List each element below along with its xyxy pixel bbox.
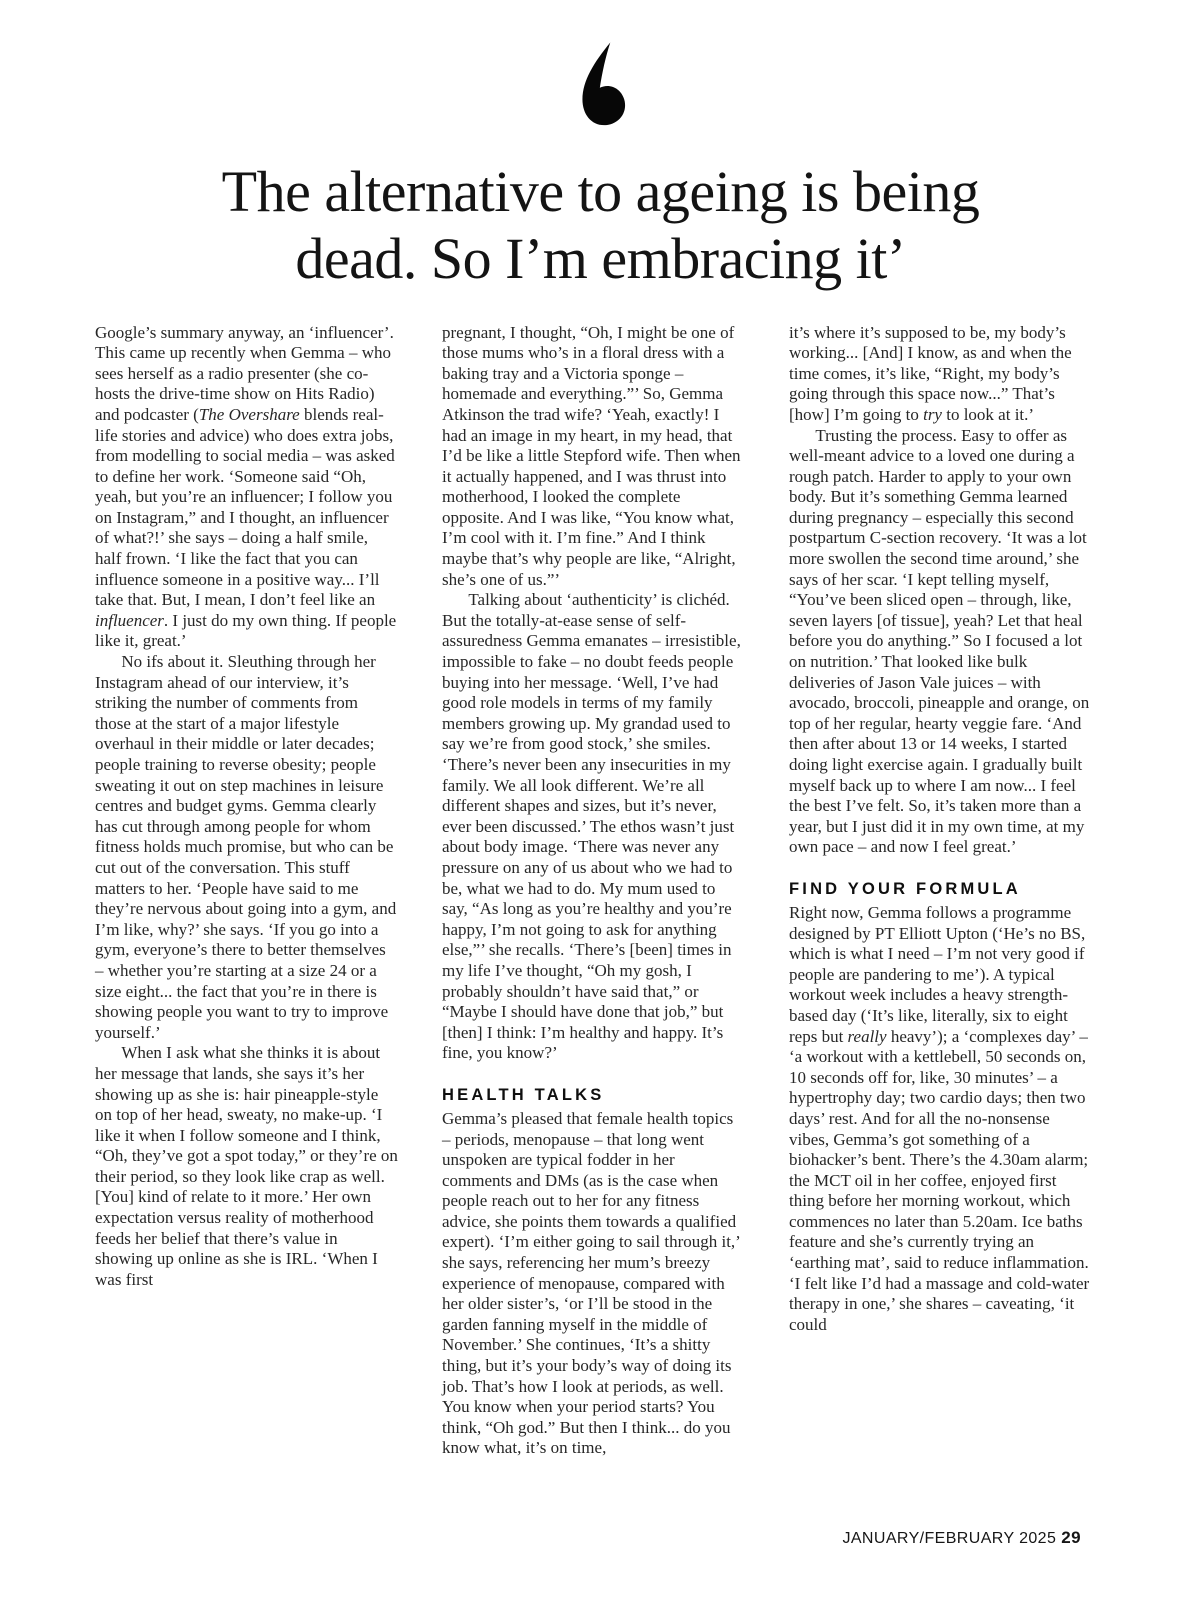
text-run: it’s where it’s supposed to be, my body’s working... [And] I know, as and when the time comes, it’s like, “Right, my body’s going through this space now...” That’s [how] I’m going to	[789, 322, 1072, 424]
text-run: pregnant, I thought, “Oh, I might be one of those mums who’s in a floral dress with a baking tray and a Victoria sponge – homemade and everything.”’ So, Gemma Atkinson the trad wife? ‘Yeah, exactly! I had an image in my heart, in my head, that I’d be like a little Stepford wife. Then when it actually happened, and I was thrust into motherhood, I looked the complete opposite. And I was like, “You know what, I’m cool with it. I’m fine.” And I think maybe that’s why people are like, “Alright, she’s one of us.”’	[442, 322, 741, 589]
body-paragraph	[442, 323, 745, 591]
body-paragraph	[95, 652, 398, 1043]
text-run: heavy’); a ‘complexes day’ – ‘a workout with a kettlebell, 50 seconds on, 10 seconds off for, like, 30 minutes’ – a hypertrophy day; two cardio days; then two days’ rest. And for all the no-nonsense vibes, Gemma’s got something of a biohacker’s bent. There’s the 4.30am alarm; the MCT oil in her coffee, enjoyed first thing before her morning workout, which commences no later than 5.20am. Ice baths feature and she’s currently trying an ‘earthing mat’, said to reduce inflammation. ‘I felt like I’d had a massage and cold-water therapy in one,’ she shares – caveating, ‘it could	[789, 1026, 1090, 1334]
text-run: . I just do my own thing. If people like it, great.’	[95, 610, 397, 651]
article-columns	[95, 323, 1093, 1459]
body-paragraph	[789, 323, 1092, 426]
footer-page-number: 29	[1061, 1528, 1081, 1547]
body-paragraph	[95, 1043, 398, 1290]
text-run: Right now, Gemma follows a programme designed by PT Elliott Upton (‘He’s no BS, which is what I need – I’m not very good if people are pandering to me’). A typical workout week includes a heavy strength-based day (‘It’s like, literally, six to eight reps but	[789, 902, 1086, 1046]
italic-text-run: try	[923, 404, 942, 424]
section-heading: FIND YOUR FORMULA	[789, 879, 1021, 898]
headline-line-2: dead. So I’m embracing it’	[295, 226, 906, 292]
section-heading: HEALTH TALKS	[442, 1085, 605, 1104]
text-run: blends real-life stories and advice) who does extra jobs, from modelling to social media – was asked to define her work. ‘Someone said “Oh, yeah, but you’re an influencer; I follow you on Instagram,” and I thought, an influencer of what?!’ she says – doing a half smile, half frown. ‘I like the fact that you can influence someone in a positive way... I’ll take that. But, I mean, I don’t feel like an	[95, 404, 395, 610]
text-run: Google’s summary anyway, an ‘influencer’. This came up recently when Gemma – who sees herself as a radio presenter (she co-hosts the drive-time show on Hits Radio) and podcaster (	[95, 322, 394, 424]
text-run: When I ask what she thinks it is about her message that lands, she says it’s her showing up as she is: hair pineapple-style on top of her head, sweaty, no make-up. ‘I like it when I follow someone and I think, “Oh, they’ve got a spot today,” or they’re on their period, so they look like crap as well. [You] kind of relate to it more.’ Her own expectation versus reality of motherhood feeds her belief that there’s value in showing up online as she is IRL. ‘When I was first	[95, 1043, 398, 1289]
headline-line-1: The alternative to ageing is being	[221, 159, 980, 224]
body-paragraph	[95, 323, 398, 653]
body-paragraph	[789, 426, 1092, 858]
body-paragraph	[442, 1109, 745, 1459]
body-paragraph	[442, 590, 745, 1064]
body-paragraph	[789, 903, 1092, 1335]
pull-quote-mark	[0, 0, 1201, 142]
text-run: No ifs about it. Sleuthing through her Instagram ahead of our interview, it’s striking the number of comments from those at the start of a major lifestyle overhaul in their middle or later decades; people training to reverse obesity; people sweating it out on step machines in leisure centres and budget gyms. Gemma clearly has cut through among people for whom fitness holds much promise, but who can be cut out of the conversation. This stuff matters to her. ‘People have said to me they’re nervous about going into a gym, and I’m like, why?’ she says. ‘If you go into a gym, everyone’s there to better themselves – whether you’re starting at a size 24 or a size eight... the fact that you’re in there is showing people you want to try to improve yourself.’	[95, 652, 397, 1042]
footer-issue-date: JANUARY/FEBRUARY 2025	[842, 1530, 1057, 1547]
italic-text-run: influencer	[95, 610, 164, 630]
text-run: Trusting the process. Easy to offer as well-meant advice to a loved one during a rough patch. Harder to apply to your own body. But it’s something Gemma learned during pregnancy – especially this second postpartum C-section recovery. ‘It was a lot more swollen the second time around,’ she says of her scar. ‘I kept telling myself, “You’ve been sliced open – through, like, seven layers [of tissue], yeah? Let that heal before you do anything.” So I focused a lot on nutrition.’ That looked like bulk deliveries of Jason Vale juices – with avocado, broccoli, pineapple and orange, on top of her regular, hearty veggie fare. ‘And then after about 13 or 14 weeks, I started doing light exercise again. I gradually built myself back up to where I am now... I feel the best I’ve felt. So, it’s taken more than a year, but I just did it in my own time, at my own pace – and now I feel great.’	[789, 425, 1090, 857]
italic-text-run: The Overshare	[198, 404, 300, 424]
text-run: to look at it.’	[941, 404, 1035, 424]
article-column-3	[789, 323, 1092, 1459]
text-run: Talking about ‘authenticity’ is clichéd. But the totally-at-ease sense of self-assuredness Gemma emanates – irresistible, impossible to fake – no doubt feeds people buying into her message. ‘Well, I’ve had good role models in terms of my family members growing up. My grandad used to say we’re from good stock,’ she smiles. ‘There’s never been any insecurities in my family. We all look different. We’re all different shapes and sizes, but it’s never, ever been discussed.’ The ethos wasn’t just about body image. ‘There was never any pressure on any of us about who we had to be, what we had to do. My mum used to say, “As long as you’re healthy and you’re happy, I’m not going to ask for anything else,”’ she recalls. ‘There’s [been] times in my life I’ve thought, “Oh my gosh, I probably shouldn’t have said that,” or “Maybe I should have done that job,” but [then] I think: I’m healthy and happy. It’s fine, you know?’	[442, 590, 741, 1063]
text-run: Gemma’s pleased that female health topics – periods, menopause – that long went unspoken are typical fodder in her comments and DMs (as is the case when people reach out to her for any fitness advice, she points them towards a qualified expert). ‘I’m either going to sail through it,’ she says, referencing her mum’s breezy experience of menopause, compared with her older sister’s, ‘or I’ll be stood in the garden fanning myself in the middle of November.’ She continues, ‘It’s a shitty thing, but it’s your body’s way of doing its job. That’s how I look at periods, as well. You know when your period starts? You think, “Oh god.” But then I think... do you know what, it’s on time,	[442, 1108, 740, 1458]
article-column-1	[95, 323, 398, 1459]
page-footer	[842, 1528, 1081, 1548]
opening-quote-icon	[572, 42, 630, 130]
headline	[0, 158, 1201, 293]
italic-text-run: really	[847, 1026, 887, 1046]
article-column-2	[442, 323, 745, 1459]
